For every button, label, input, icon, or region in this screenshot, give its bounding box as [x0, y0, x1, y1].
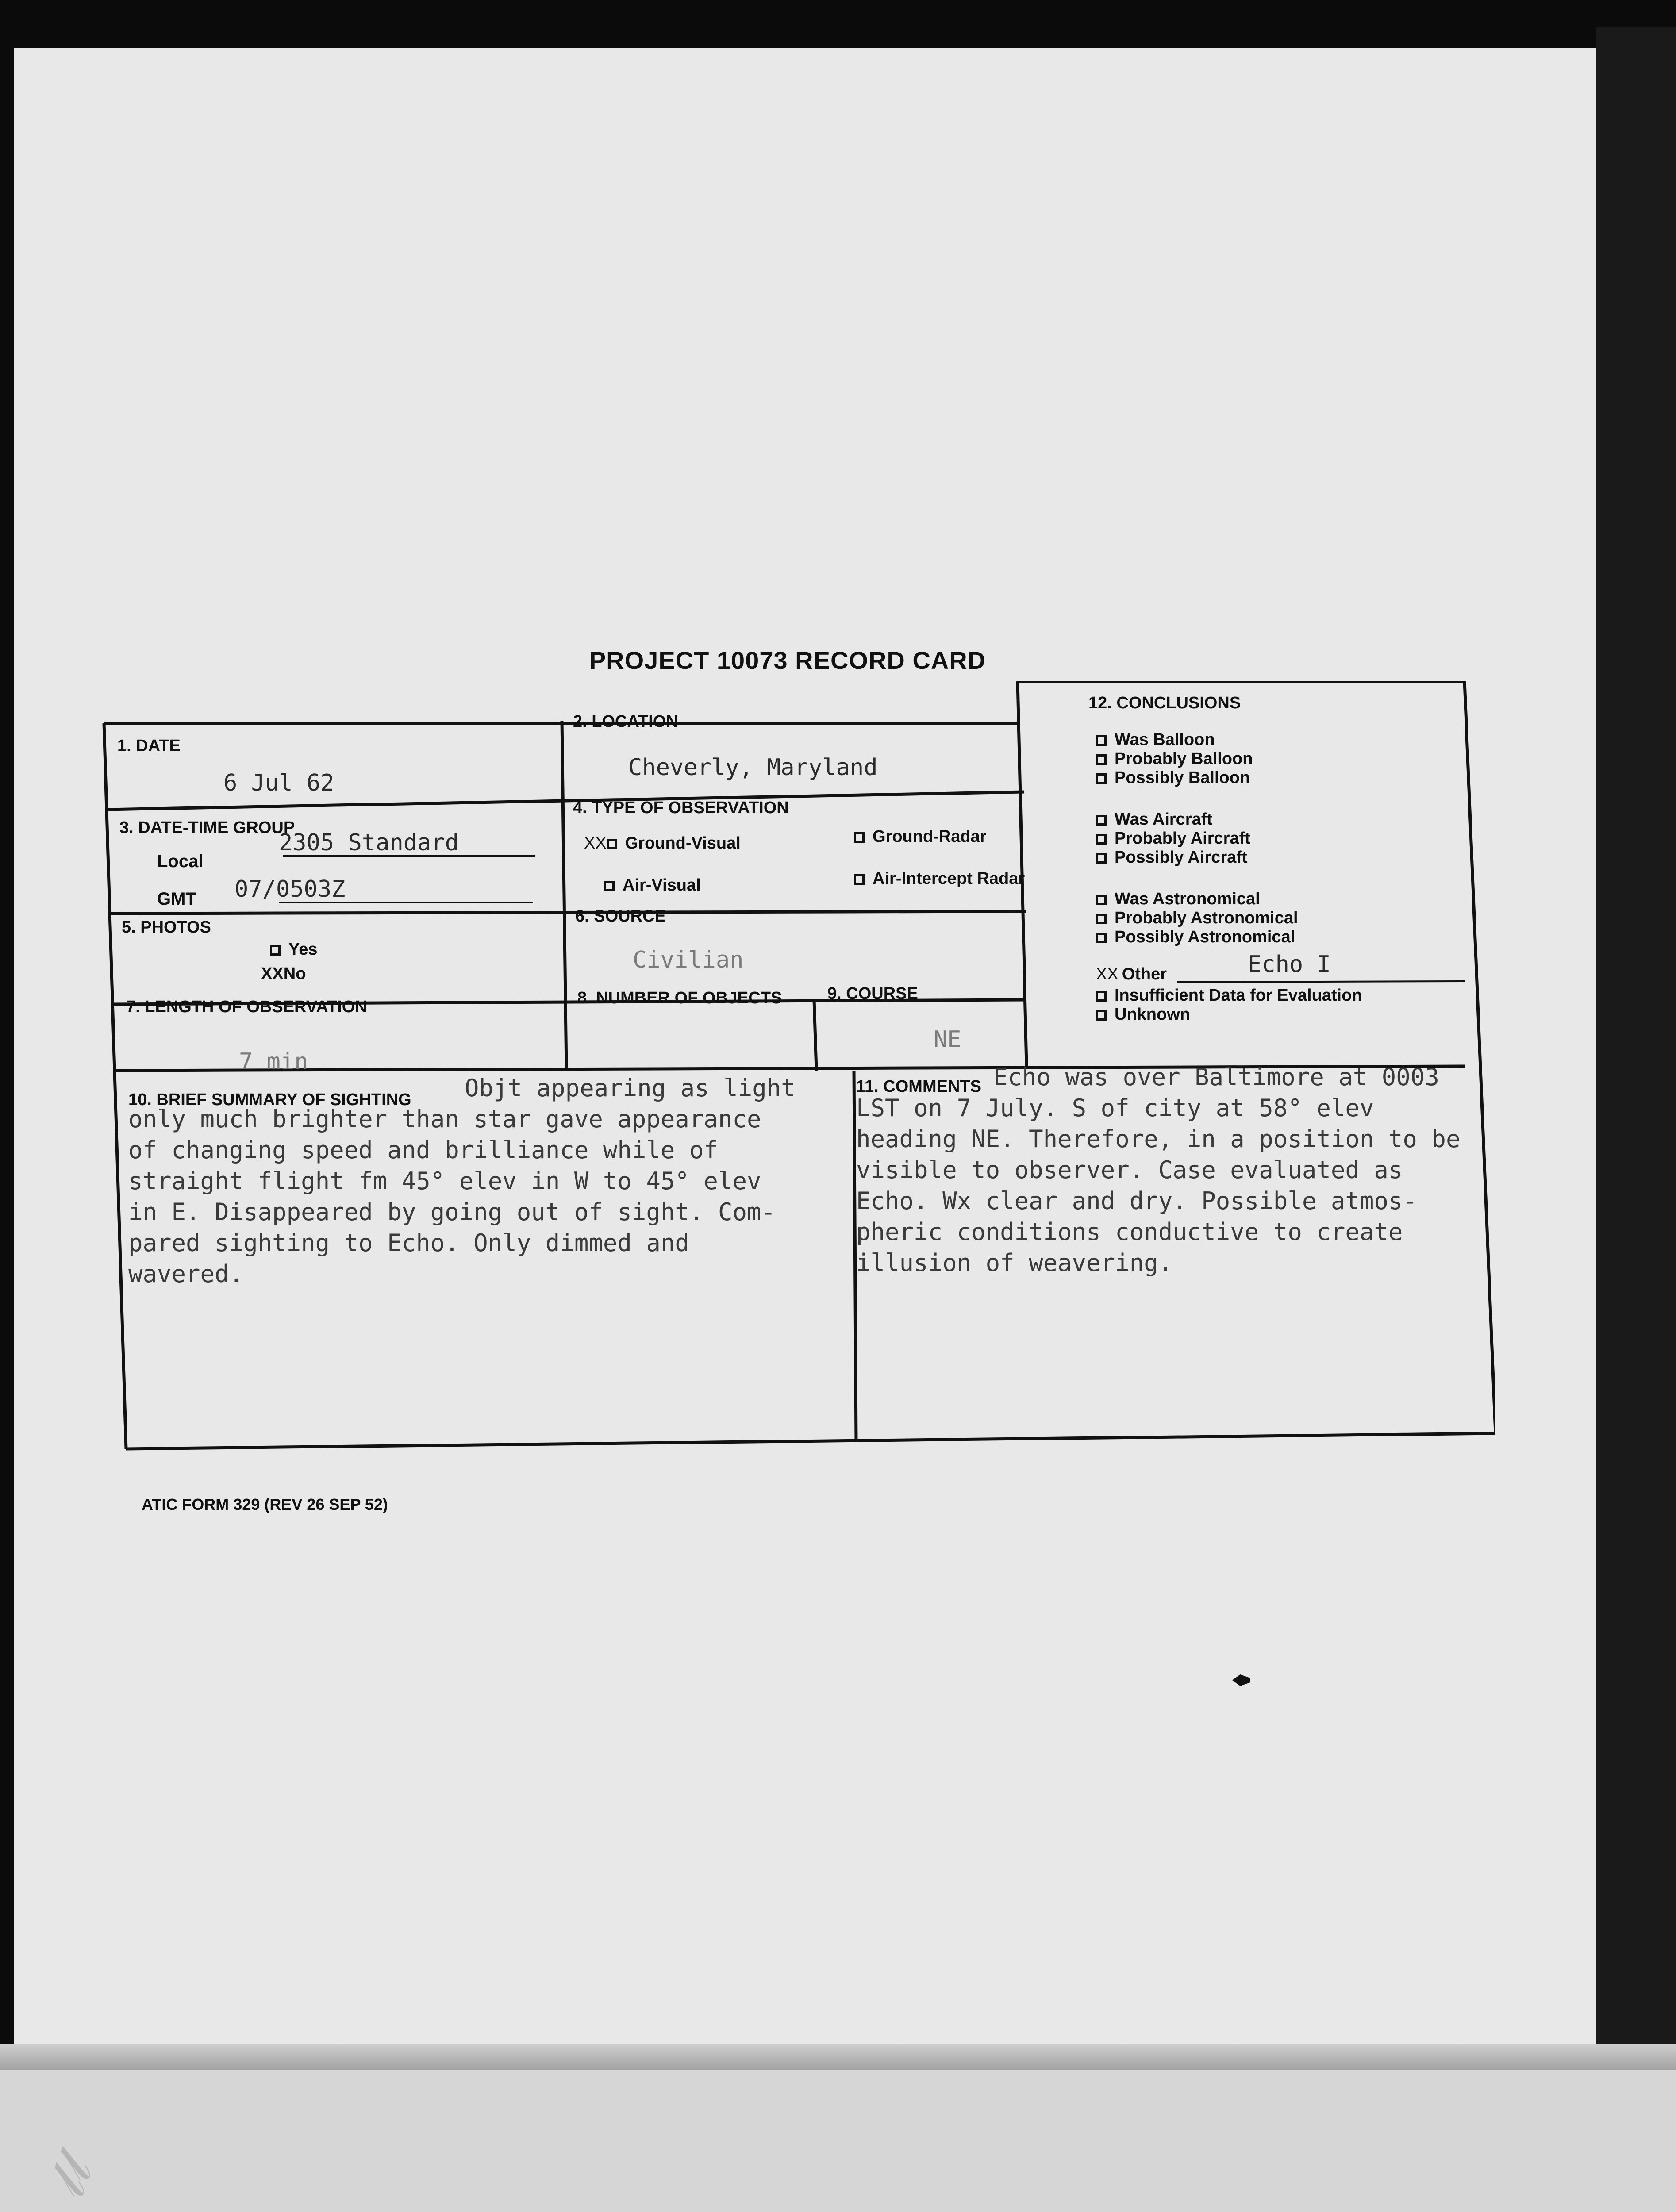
- scan-dark-edge: [1596, 27, 1676, 2070]
- conclusion-label: Probably Aircraft: [1115, 829, 1250, 848]
- date-label: 1. DATE: [117, 737, 181, 755]
- photos-yes-label: Yes: [288, 940, 318, 959]
- conclusion-unknown-label: Unknown: [1115, 1005, 1190, 1024]
- conclusion-label: Probably Balloon: [1115, 749, 1253, 768]
- card-title: PROJECT 10073 RECORD CARD: [589, 646, 986, 674]
- conclusion-option: [1096, 810, 1212, 829]
- local-value: 2305 Standard: [279, 830, 459, 856]
- conclusion-option: [1096, 889, 1260, 909]
- air-visual-checkbox: [604, 881, 615, 891]
- conclusion-label: Possibly Aircraft: [1115, 848, 1248, 867]
- conclusion-insufficient-option: [1096, 986, 1362, 1005]
- comments-line: Echo. Wx clear and dry. Possible atmos-: [856, 1187, 1417, 1215]
- conclusion-option: [1096, 749, 1253, 768]
- photos-no-mark: XX: [261, 964, 284, 983]
- air-visual-option: [604, 876, 701, 895]
- conclusion-checkbox: [1096, 895, 1107, 905]
- local-label: Local: [157, 852, 204, 871]
- conclusion-other-label: Other: [1122, 965, 1167, 983]
- length-of-observation-label: 7. LENGTH OF OBSERVATION: [126, 998, 367, 1016]
- comments-line: heading NE. Therefore, in a position to be: [856, 1125, 1461, 1153]
- conclusion-option: [1096, 927, 1295, 947]
- comments-line: LST on 7 July. S of city at 58° elev: [856, 1094, 1374, 1122]
- conclusion-other-mark: XX: [1096, 965, 1119, 983]
- course-value: NE: [934, 1026, 961, 1053]
- comments-label: 11. COMMENTS: [856, 1077, 981, 1096]
- air-intercept-radar-option: [854, 869, 1025, 888]
- summary-line: Objt appearing as light: [465, 1074, 796, 1102]
- conclusion-other-option: [1096, 964, 1167, 984]
- scan-lower-band: [0, 2070, 1676, 2212]
- ground-visual-option: [584, 834, 741, 853]
- conclusion-unknown-option: [1096, 1005, 1190, 1024]
- summary-line: wavered.: [128, 1260, 244, 1288]
- photos-yes-option: [270, 940, 318, 959]
- conclusion-label: Was Aircraft: [1115, 810, 1213, 829]
- summary-line: pared sighting to Echo. Only dimmed and: [128, 1229, 689, 1257]
- source-label: 6. SOURCE: [575, 907, 666, 926]
- brief-summary-text: [128, 1073, 796, 1290]
- conclusion-checkbox: [1096, 735, 1107, 746]
- air-visual-label: Air-Visual: [623, 876, 701, 895]
- conclusion-insufficient-label: Insufficient Data for Evaluation: [1115, 986, 1362, 1005]
- summary-line: in E. Disappeared by going out of sight. Com-: [128, 1198, 776, 1226]
- comments-text: [856, 1062, 1460, 1279]
- conclusion-checkbox: [1096, 853, 1107, 864]
- comments-line: Echo was over Baltimore at 0003: [993, 1063, 1439, 1091]
- conclusion-option: [1096, 829, 1250, 848]
- conclusion-checkbox: [1096, 914, 1107, 924]
- brief-summary-label: 10. BRIEF SUMMARY OF SIGHTING: [128, 1091, 411, 1109]
- conclusion-option: [1096, 908, 1298, 928]
- conclusion-checkbox: [1096, 933, 1107, 943]
- conclusion-checkbox: [1096, 773, 1107, 784]
- ground-radar-option: [854, 827, 987, 846]
- ground-visual-checkbox: [607, 839, 617, 849]
- gmt-label: GMT: [157, 889, 196, 909]
- conclusion-option: [1096, 848, 1248, 867]
- conclusion-checkbox: [1096, 815, 1107, 826]
- conclusion-label: Possibly Balloon: [1115, 768, 1250, 787]
- conclusion-checkbox: [1096, 1010, 1107, 1021]
- record-card: [102, 681, 1495, 1460]
- conclusions-label: 12. CONCLUSIONS: [1088, 694, 1241, 712]
- conclusion-checkbox: [1096, 991, 1107, 1002]
- conclusion-checkbox: [1096, 754, 1107, 765]
- length-of-observation-value: 7 min: [239, 1048, 308, 1075]
- conclusion-option: [1096, 768, 1250, 787]
- air-intercept-radar-label: Air-Intercept Radar: [873, 869, 1025, 888]
- conclusion-other-value: Echo I: [1248, 951, 1331, 978]
- photos-no-option: [261, 964, 306, 983]
- summary-line: straight flight fm 45° elev in W to 45° elev: [128, 1167, 761, 1195]
- summary-line: only much brighter than star gave appearance: [128, 1105, 761, 1133]
- source-value: Civilian: [633, 947, 744, 973]
- ground-visual-mark: XX: [584, 834, 607, 853]
- summary-line: of changing speed and brilliance while of: [128, 1136, 718, 1164]
- conclusion-label: Possibly Astronomical: [1115, 928, 1295, 946]
- conclusion-label: Was Astronomical: [1115, 890, 1260, 908]
- ground-radar-checkbox: [854, 832, 865, 843]
- type-of-observation-label: 4. TYPE OF OBSERVATION: [573, 799, 789, 817]
- photos-yes-checkbox: [270, 945, 281, 956]
- conclusion-label: Probably Astronomical: [1115, 909, 1298, 927]
- form-footer: ATIC FORM 329 (REV 26 SEP 52): [142, 1495, 388, 1513]
- date-time-group-label: 3. DATE-TIME GROUP: [119, 818, 295, 837]
- photos-label: 5. PHOTOS: [122, 918, 211, 937]
- conclusion-label: Was Balloon: [1115, 730, 1215, 749]
- air-intercept-radar-checkbox: [854, 874, 865, 885]
- comments-line: visible to observer. Case evaluated as: [856, 1156, 1403, 1184]
- comments-line: pheric conditions conductive to create: [856, 1218, 1403, 1246]
- conclusion-option: [1096, 730, 1215, 749]
- ground-radar-label: Ground-Radar: [873, 827, 987, 846]
- date-value: 6 Jul 62: [223, 770, 334, 796]
- photos-no-label: No: [283, 964, 306, 983]
- comments-line: illusion of weavering.: [856, 1249, 1173, 1277]
- number-of-objects-label: 8. NUMBER OF OBJECTS: [577, 989, 782, 1007]
- gmt-value: 07/0503Z: [234, 876, 346, 902]
- conclusion-checkbox: [1096, 834, 1107, 845]
- faint-scribble: 𝓁𝓁: [35, 2149, 106, 2204]
- location-value: Cheverly, Maryland: [628, 754, 878, 781]
- course-label: 9. COURSE: [827, 984, 918, 1003]
- location-label: 2. LOCATION: [573, 712, 678, 731]
- ground-visual-label: Ground-Visual: [625, 834, 741, 853]
